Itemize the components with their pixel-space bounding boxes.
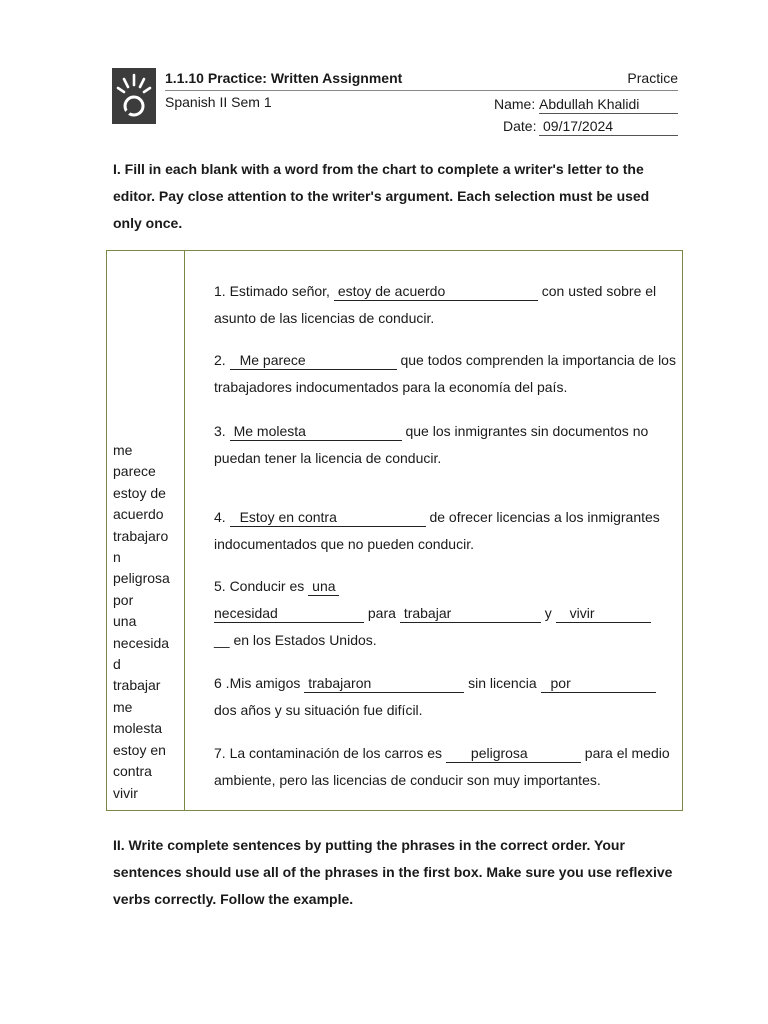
q7-after: para el medio ambiente, pero las licencias de conducir son muy importantes.	[214, 745, 670, 788]
section-2-instructions: II. Write complete sentences by putting the phrases in the correct order. Your sentences should use all of the phrases in the first box. Make sure you use reflexive verbs correctly. Follow the example.	[113, 837, 673, 907]
word-bank-entry: molesta	[113, 720, 163, 737]
word-bank-entry: estoy de	[113, 484, 166, 501]
word-bank-entry: necesida	[113, 634, 170, 651]
q5-answer-2[interactable]: trabajar	[400, 604, 541, 623]
exercise-table	[106, 250, 683, 811]
question-7	[214, 740, 680, 794]
word-bank-entry: parece	[113, 463, 156, 480]
q7-answer[interactable]: peligrosa	[446, 744, 581, 763]
question-2	[214, 347, 680, 401]
word-bank-entry: peligrosa	[113, 570, 170, 587]
q2-after: que todos comprenden la importancia de los trabajadores indocumentados para la economía del país.	[214, 352, 676, 395]
word-bank-entry: estoy en	[113, 741, 166, 758]
q2-before: 2.	[214, 352, 230, 368]
q6-before: 6 .Mis amigos	[214, 675, 305, 691]
q5-before: 5. Conducir es	[214, 578, 309, 594]
word-bank-entry: vivir	[113, 784, 138, 801]
word-bank-entry: trabajar	[113, 677, 161, 694]
question-1	[214, 278, 680, 332]
word-bank-entry: d	[113, 656, 121, 673]
q5-answer-3[interactable]: vivir	[556, 604, 651, 623]
q5-answer-1b[interactable]: necesidad	[214, 604, 364, 623]
q6-mid: sin licencia	[464, 675, 541, 691]
question-4	[214, 504, 680, 558]
q2-answer[interactable]: Me parece	[230, 351, 397, 370]
section-1-instructions: I. Fill in each blank with a word from the chart to complete a writer's letter to the editor. Pay close attention to the writer's argument. Each selection must be used only once.	[113, 161, 650, 231]
question-5	[214, 573, 680, 654]
word-bank	[113, 440, 179, 804]
q3-after: que los inmigrantes sin documentos no puedan tener la licencia de conducir.	[214, 423, 649, 466]
q6-answer-1[interactable]: trabajaron	[304, 674, 464, 693]
assignment-type: Practice	[627, 70, 678, 86]
question-6	[214, 670, 680, 724]
word-bank-entry: por	[113, 591, 134, 608]
column-divider	[184, 251, 185, 810]
q4-after: de ofrecer licencias a los inmigrantes indocumentados que no pueden conducir.	[214, 509, 660, 552]
q5-mid-2: y	[540, 605, 556, 621]
word-bank-entry: acuerdo	[113, 506, 164, 523]
word-bank-entry: contra	[113, 763, 152, 780]
word-bank-entry: me	[113, 442, 133, 458]
q1-answer[interactable]: estoy de acuerdo	[334, 282, 538, 301]
course-logo-icon	[112, 68, 156, 124]
course-name: Spanish II Sem 1	[165, 94, 272, 110]
assignment-title: 1.1.10 Practice: Written Assignment	[165, 70, 403, 86]
q6-answer-2[interactable]: por	[541, 674, 656, 693]
q5-after: en los Estados Unidos.	[229, 632, 377, 648]
question-3	[214, 418, 680, 472]
name-label: Name:	[494, 96, 536, 112]
q3-answer[interactable]: Me molesta	[230, 422, 402, 441]
word-bank-entry: una	[113, 613, 137, 630]
name-field[interactable]: Abdullah Khalidi	[539, 96, 678, 114]
q5-tail-blank: __	[214, 632, 230, 648]
date-field[interactable]: 09/17/2024	[539, 118, 678, 136]
q3-before: 3.	[214, 423, 230, 439]
word-bank-entry: me	[113, 698, 133, 715]
q1-before: 1. Estimado señor,	[214, 283, 334, 299]
q4-answer[interactable]: Estoy en contra	[230, 508, 426, 527]
date-label: Date:	[503, 118, 537, 134]
header-divider	[165, 90, 678, 91]
q5-answer-1a[interactable]: una	[308, 577, 339, 596]
word-bank-entry: n	[113, 549, 121, 566]
q4-before: 4.	[214, 509, 230, 525]
q1-after: con usted sobre el asunto de las licencias de conducir.	[214, 283, 657, 326]
q6-after: dos años y su situación fue difícil.	[214, 702, 423, 718]
word-bank-entry: trabajaro	[113, 527, 169, 544]
q5-mid-1: para	[364, 605, 400, 621]
q7-before: 7. La contaminación de los carros es	[214, 745, 446, 761]
